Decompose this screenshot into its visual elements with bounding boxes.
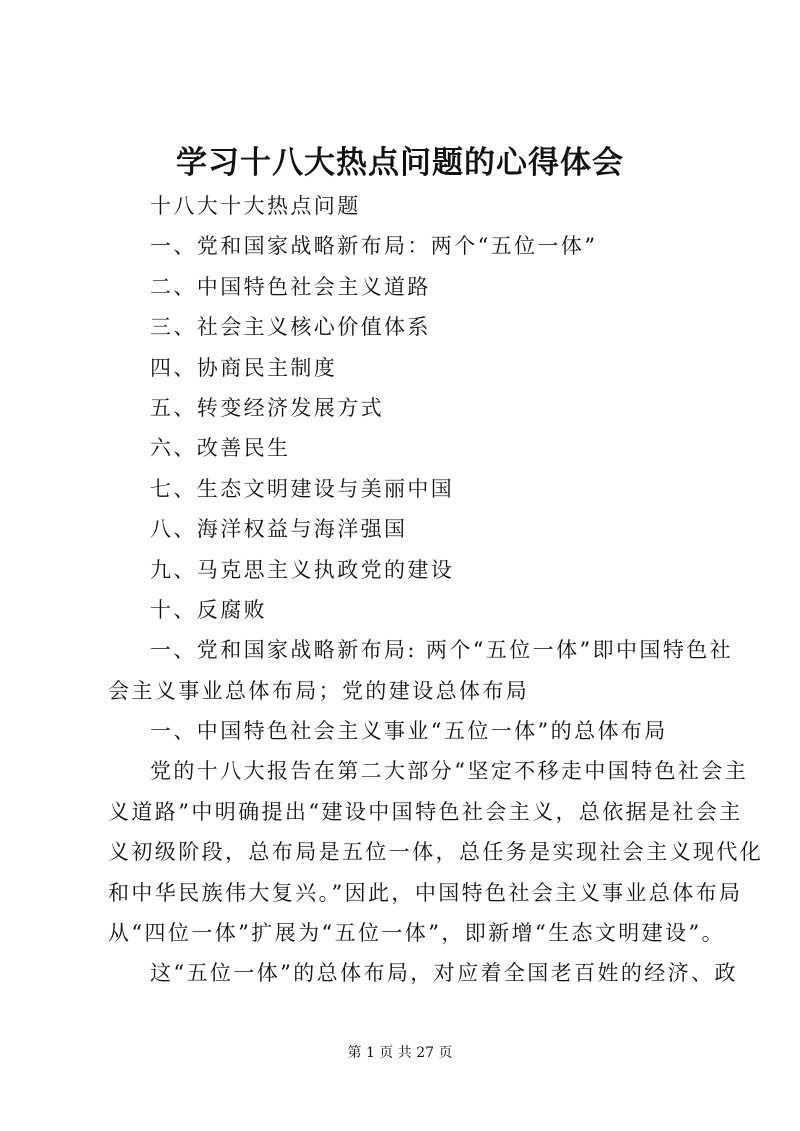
paragraph-line: 义道路”中明确提出“建设中国特色社会主义，总依据是社会主 [108,799,743,824]
paragraph-line: 这“五位一体”的总体布局，对应着全国老百姓的经济、政 [150,961,738,986]
paragraph-line: 从“四位一体”扩展为“五位一体”，即新增“生态文明建设”。 [108,921,726,946]
paragraph-line: 八、海洋权益与海洋强国 [150,517,408,542]
paragraph-line: 三、社会主义核心价值体系 [150,315,431,340]
paragraph-line: 义初级阶段，总布局是五位一体，总任务是实现社会主义现代化 [108,840,764,865]
paragraph-line: 七、生态文明建设与美丽中国 [150,476,455,501]
paragraph-line: 九、马克思主义执政党的建设 [150,557,455,582]
paragraph-line: 十、反腐败 [150,597,267,622]
paragraph-line: 一、党和国家战略新布局: 两个“五位一体”即中国特色社 [150,638,734,663]
paragraph-line: 四、协商民主制度 [150,355,338,380]
paragraph-line: 十八大十大热点问题 [150,194,361,218]
paragraph-line: 五、转变经济发展方式 [150,395,384,420]
paragraph-line: 一、中国特色社会主义事业“五位一体”的总体布局 [150,719,668,744]
paragraph-line: 和中华民族伟大复兴。”因此，中国特色社会主义事业总体布局 [108,880,743,905]
document-body [108,186,764,994]
paragraph-line: 会主义事业总体布局；党的建设总体布局 [108,678,530,703]
paragraph-line: 二、中国特色社会主义道路 [150,274,431,299]
paragraph-line: 六、改善民生 [150,436,291,461]
paragraph-line: 一、党和国家战略新布局：两个“五位一体” [150,234,598,259]
paragraph-line: 党的十八大报告在第二大部分“坚定不移走中国特色社会主 [150,759,749,784]
page-footer: 第 1 页 共 27 页 [347,1045,453,1061]
document-title: 学习十八大热点问题的心得体会 [176,145,624,181]
